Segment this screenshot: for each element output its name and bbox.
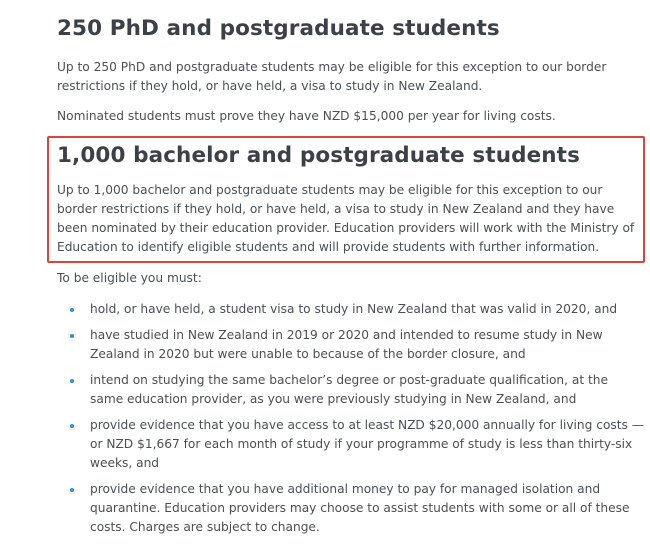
list-item — [70, 326, 645, 364]
list-item-text: have studied in New Zealand in 2019 or 2020 and intended to resume study in New Zealand in 2020 but were unable to because of the border closure, and — [90, 328, 603, 361]
bullet-dot-icon — [70, 379, 74, 383]
bullet-dot-icon — [70, 308, 74, 312]
list-item-text: hold, or have held, a student visa to study in New Zealand that was valid in 2020, and — [90, 302, 618, 316]
bachelor-section-heading: 1,000 bachelor and postgraduate students — [57, 143, 580, 168]
phd-living-costs-paragraph: Nominated students must prove they have NZD $15,000 per year for living costs. — [57, 109, 556, 123]
list-item-text: provide evidence that you have additional money to pay for managed isolation and quarantine. Education providers may choose to assist students with some or all of these costs. Charges are subject to change. — [90, 482, 630, 534]
bullet-dot-icon — [70, 424, 74, 428]
phd-intro-paragraph: Up to 250 PhD and postgraduate students may be eligible for this exception to our border restrictions if they hold, or have held, a visa to study in New Zealand. — [57, 60, 607, 93]
list-item-text: provide evidence that you have access to at least NZD $20,000 annually for living costs — or NZD $1,667 for each month of study if your programme of study is less than thirty-six weeks, and — [90, 418, 644, 470]
list-item — [70, 300, 645, 319]
phd-section-heading: 250 PhD and postgraduate students — [57, 16, 500, 41]
bullet-dot-icon — [70, 488, 74, 492]
bullet-dot-icon — [70, 334, 74, 338]
eligibility-intro: To be eligible you must: — [57, 271, 202, 285]
eligibility-list — [70, 300, 645, 544]
list-item-text: intend on studying the same bachelor’s degree or post-graduate qualification, at the same education provider, as you were previously studying in New Zealand, and — [90, 373, 609, 406]
list-item — [70, 371, 645, 409]
list-item — [70, 480, 645, 537]
list-item — [70, 416, 645, 473]
bachelor-intro-paragraph: Up to 1,000 bachelor and postgraduate students may be eligible for this exception to our border restrictions if they hold, or have held, a visa to study in New Zealand and they have been nominated by their education provider. Education providers will work with the Ministry of Education to identify eligible students and will provide students with further information. — [57, 183, 635, 254]
